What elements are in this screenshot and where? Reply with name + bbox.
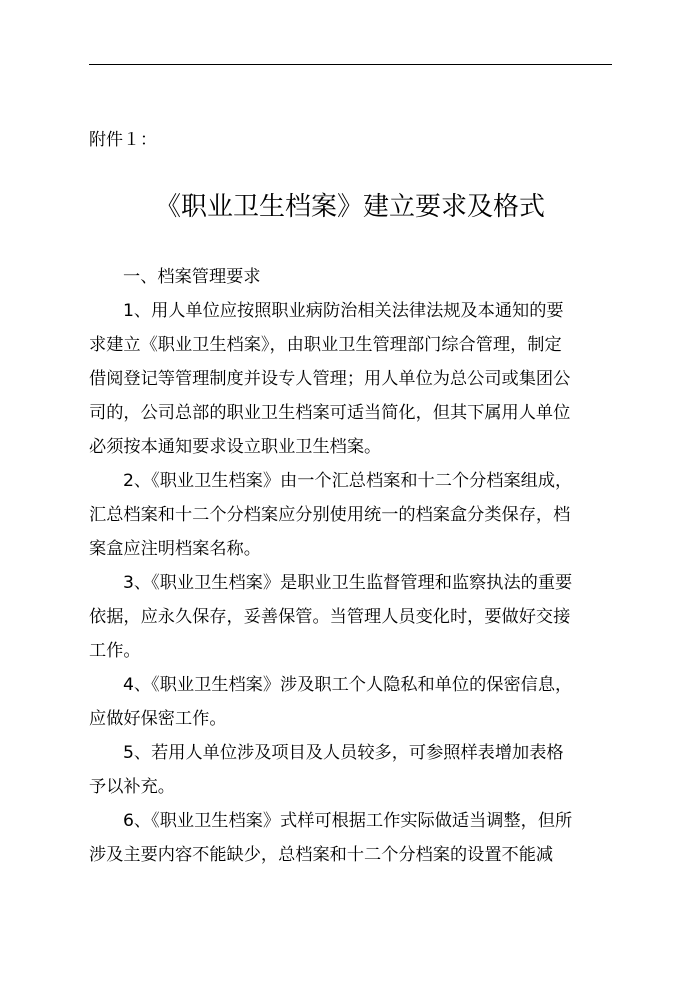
paragraph-line: 4、《职业卫生档案》涉及职工个人隐私和单位的保密信息， (123, 675, 573, 695)
paragraph-line: 6、《职业卫生档案》式样可根据工作实际做适当调整，但所 (123, 811, 573, 831)
paragraph-line: 借阅登记等管理制度并设专人管理；用人单位为总公司或集团公 (89, 369, 571, 389)
paragraph-5 (89, 736, 612, 804)
paragraph-line: 3、《职业卫生档案》是职业卫生监督管理和监察执法的重要 (123, 573, 573, 593)
paragraph-line: 必须按本通知要求设立职业卫生档案。 (89, 437, 382, 457)
paragraph-4 (89, 668, 612, 736)
attachment-label: 附件１： (89, 130, 157, 150)
paragraph-2 (89, 464, 612, 566)
paragraph-line: 1、用人单位应按照职业病防治相关法律法规及本通知的要 (123, 301, 564, 321)
section-heading: 一、档案管理要求 (123, 267, 261, 287)
paragraph-1 (89, 294, 612, 464)
paragraph-6 (89, 804, 612, 872)
header-rule (89, 64, 612, 65)
paragraph-line: 依据，应永久保存，妥善保管。当管理人员变化时，要做好交接 (89, 607, 571, 627)
paragraph-line: 予以补充。 (89, 777, 175, 797)
paragraph-line: 2、《职业卫生档案》由一个汇总档案和十二个分档案组成， (123, 471, 573, 491)
paragraph-line: 案盒应注明档案名称。 (89, 539, 261, 559)
document-body (89, 260, 612, 872)
paragraph-line: 应做好保密工作。 (89, 709, 227, 729)
paragraph-line: 求建立《职业卫生档案》，由职业卫生管理部门综合管理，制定 (89, 335, 562, 355)
document-title: 《职业卫生档案》建立要求及格式 (154, 192, 545, 222)
paragraph-line: 涉及主要内容不能缺少，总档案和十二个分档案的设置不能减 (89, 845, 554, 865)
paragraph-line: 5、若用人单位涉及项目及人员较多，可参照样表增加表格 (123, 743, 564, 763)
paragraph-line: 汇总档案和十二个分档案应分别使用统一的档案盒分类保存，档 (89, 505, 571, 525)
paragraph-3 (89, 566, 612, 668)
paragraph-line: 司的，公司总部的职业卫生档案可适当简化，但其下属用人单位 (89, 403, 571, 423)
paragraph-line: 工作。 (89, 641, 141, 661)
